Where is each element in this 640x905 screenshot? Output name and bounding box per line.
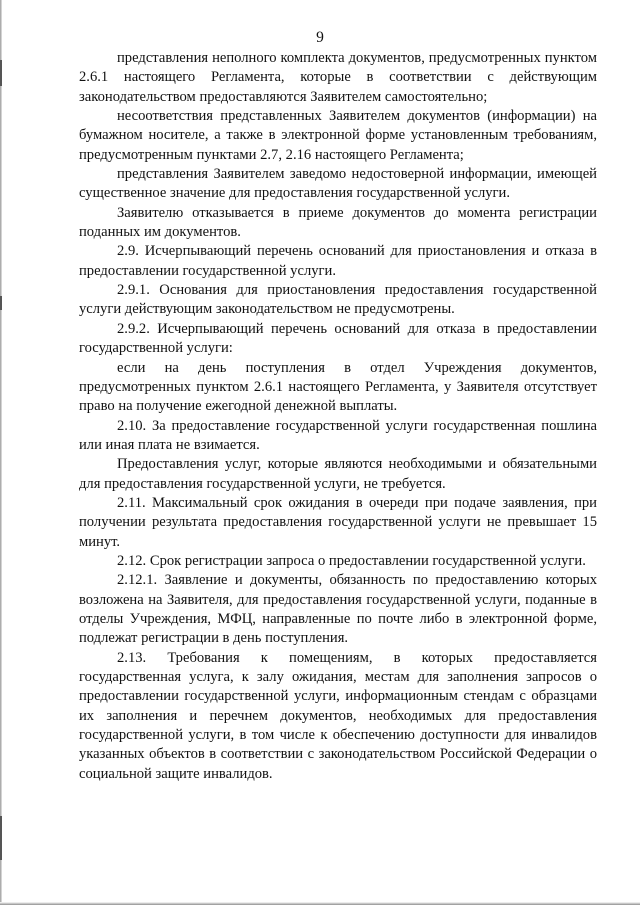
paragraph: 2.9.1. Основания для приостановления предоставления государственной услуги действующим законодательством не предусмотрены. <box>79 282 597 318</box>
scan-left-edge <box>0 0 2 905</box>
paragraph: 2.11. Максимальный срок ожидания в очереди при подаче заявления, при получении результата предоставления государственной услуги не превышает 15 минут. <box>79 494 597 550</box>
paragraph: 2.9. Исчерпывающий перечень оснований для приостановления и отказа в предоставлении государственной услуги. <box>79 243 597 279</box>
scan-edge-mark <box>0 60 2 86</box>
scan-edge-mark <box>0 296 2 310</box>
paragraph: 2.13. Требования к помещениям, в которых предоставляется государственная услуга, к залу ожидания, местам для заполнения запросов о предоставлении государственной услуги, информационным стендам с образцами их заполнения и перечнем документов, необходимых для предоставления государственной услуги, в том числе к обеспечению доступности для инвалидов указанных объектов в соответствии с законодательством Российской Федерации о социальной защите инвалидов. <box>79 649 597 782</box>
paragraph: 2.12.1. Заявление и документы, обязанность по предоставлению которых возложена на Заявителя, для предоставления государственной услуги, поданные в отделы Учреждения, МФЦ, направленные по почте либо в электронной форме, подлежат регистрации в день поступления. <box>79 572 597 647</box>
paragraph: Предоставления услуг, которые являются необходимыми и обязательными для предоставления государственной услуги, не требуется. <box>79 456 597 492</box>
document-body <box>79 49 597 784</box>
paragraph: представления Заявителем заведомо недостоверной информации, имеющей существенное значение для предоставления государственной услуги. <box>79 166 597 202</box>
paragraph: если на день поступления в отдел Учреждения документов, предусмотренных пунктом 2.6.1 настоящего Регламента, у Заявителя отсутствует право на получение ежегодной денежной выплаты. <box>79 359 597 415</box>
paragraph: представления неполного комплекта документов, предусмотренных пунктом 2.6.1 настоящего Регламента, которые в соответствии с действующим законодательством предоставляются Заявителем самостоятельно; <box>79 50 597 105</box>
paragraph: несоответствия представленных Заявителем документов (информации) на бумажном носителе, а также в электронной форме установленным требованиям, предусмотренным пунктами 2.7, 2.16 настоящего Регламента; <box>79 108 597 163</box>
paragraph: 2.12. Срок регистрации запроса о предоставлении государственной услуги. <box>117 552 586 569</box>
scan-edge-mark <box>0 816 2 860</box>
page-number: 9 <box>316 29 324 46</box>
paragraph: Заявителю отказывается в приеме документов до момента регистрации поданных им документов. <box>79 204 597 241</box>
paragraph: 2.9.2. Исчерпывающий перечень оснований для отказа в предоставлении государственной услуги: <box>79 320 597 357</box>
paragraph: 2.10. За предоставление государственной услуги государственная пошлина или иная плата не взимается. <box>79 417 597 453</box>
